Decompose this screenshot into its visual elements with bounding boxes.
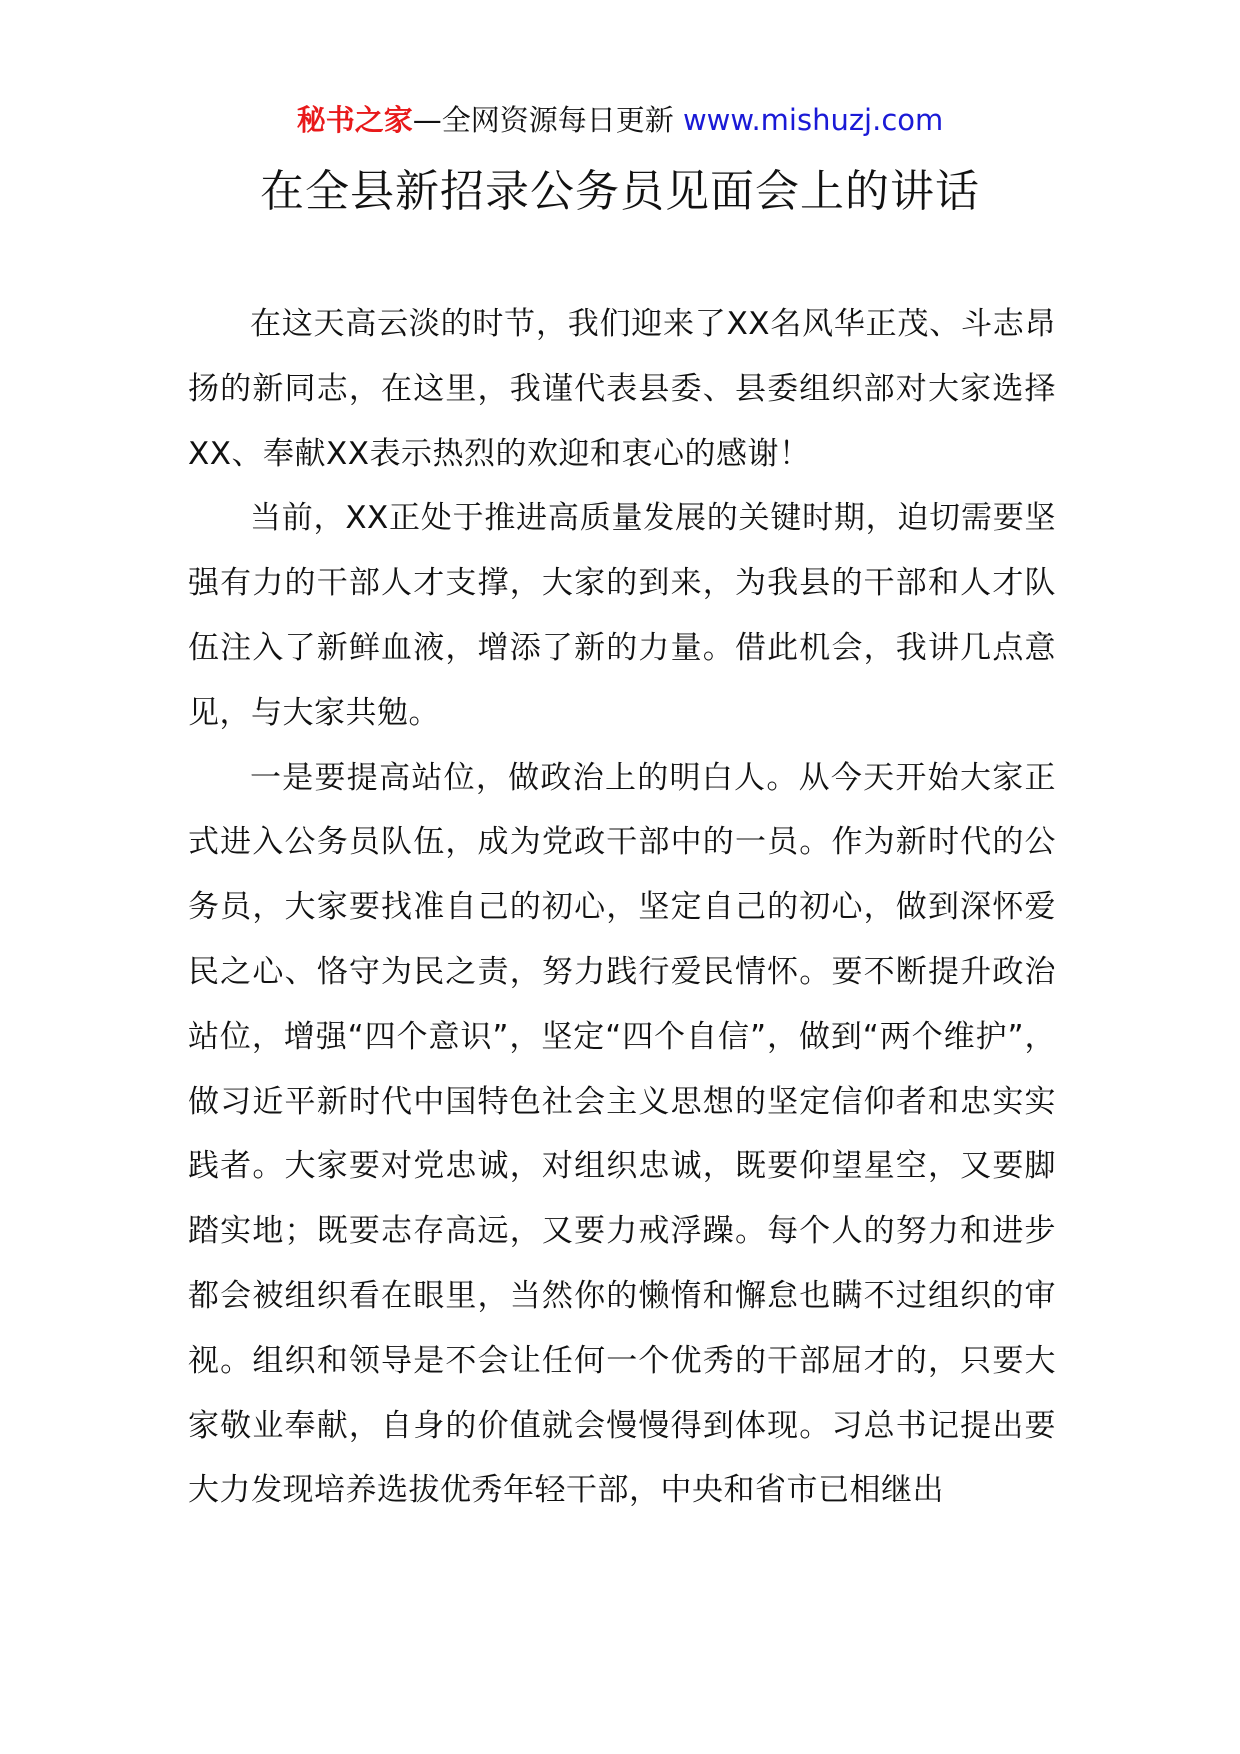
document-title: 在全县新招录公务员见面会上的讲话 — [260, 166, 980, 217]
site-url-link[interactable]: www.mishuzj.com — [682, 103, 944, 137]
paragraph-1: 在这天高云淡的时节，我们迎来了XX名风华正茂、斗志昂扬的新同志，在这里，我谨代表县委、县委组织部对大家选择XX、奉献XX表示热烈的欢迎和衷心的感谢！ — [188, 306, 1056, 472]
paragraph-3: 一是要提高站位，做政治上的明白人。从今天开始大家正式进入公务员队伍，成为党政干部中的一员。作为新时代的公务员，大家要找准自己的初心，坚定自己的初心，做到深怀爱民之心、恪守为民之责，努力践行爱民情怀。要不断提升政治站位，增强“四个意识”，坚定“四个自信”，做到“两个维护”，做习近平新时代中国特色社会主义思想的坚定信仰者和忠实实践者。大家要对党忠诚，对组织忠诚，既要仰望星空，又要脚踏实地；既要志存高远，又要力戒浮躁。每个人的努力和进步都会被组织看在眼里，当然你的懒惰和懈怠也瞒不过组织的审视。组织和领导是不会让任何一个优秀的干部屈才的，只要大家敬业奉献，自身的价值就会慢慢得到体现。习总书记提出要大力发现培养选拔优秀年轻干部，中央和省市已相继出 — [188, 759, 1056, 1509]
site-header — [0, 100, 1240, 140]
paragraph-2: 当前，XX正处于推进高质量发展的关键时期，迫切需要坚强有力的干部人才支撑，大家的到来，为我县的干部和人才队伍注入了新鲜血液，增添了新的力量。借此机会，我讲几点意见，与大家共勉。 — [188, 500, 1056, 731]
site-slogan: —全网资源每日更新 — [412, 103, 674, 137]
document-body — [188, 292, 1056, 1523]
brand-name: 秘书之家 — [296, 103, 413, 137]
